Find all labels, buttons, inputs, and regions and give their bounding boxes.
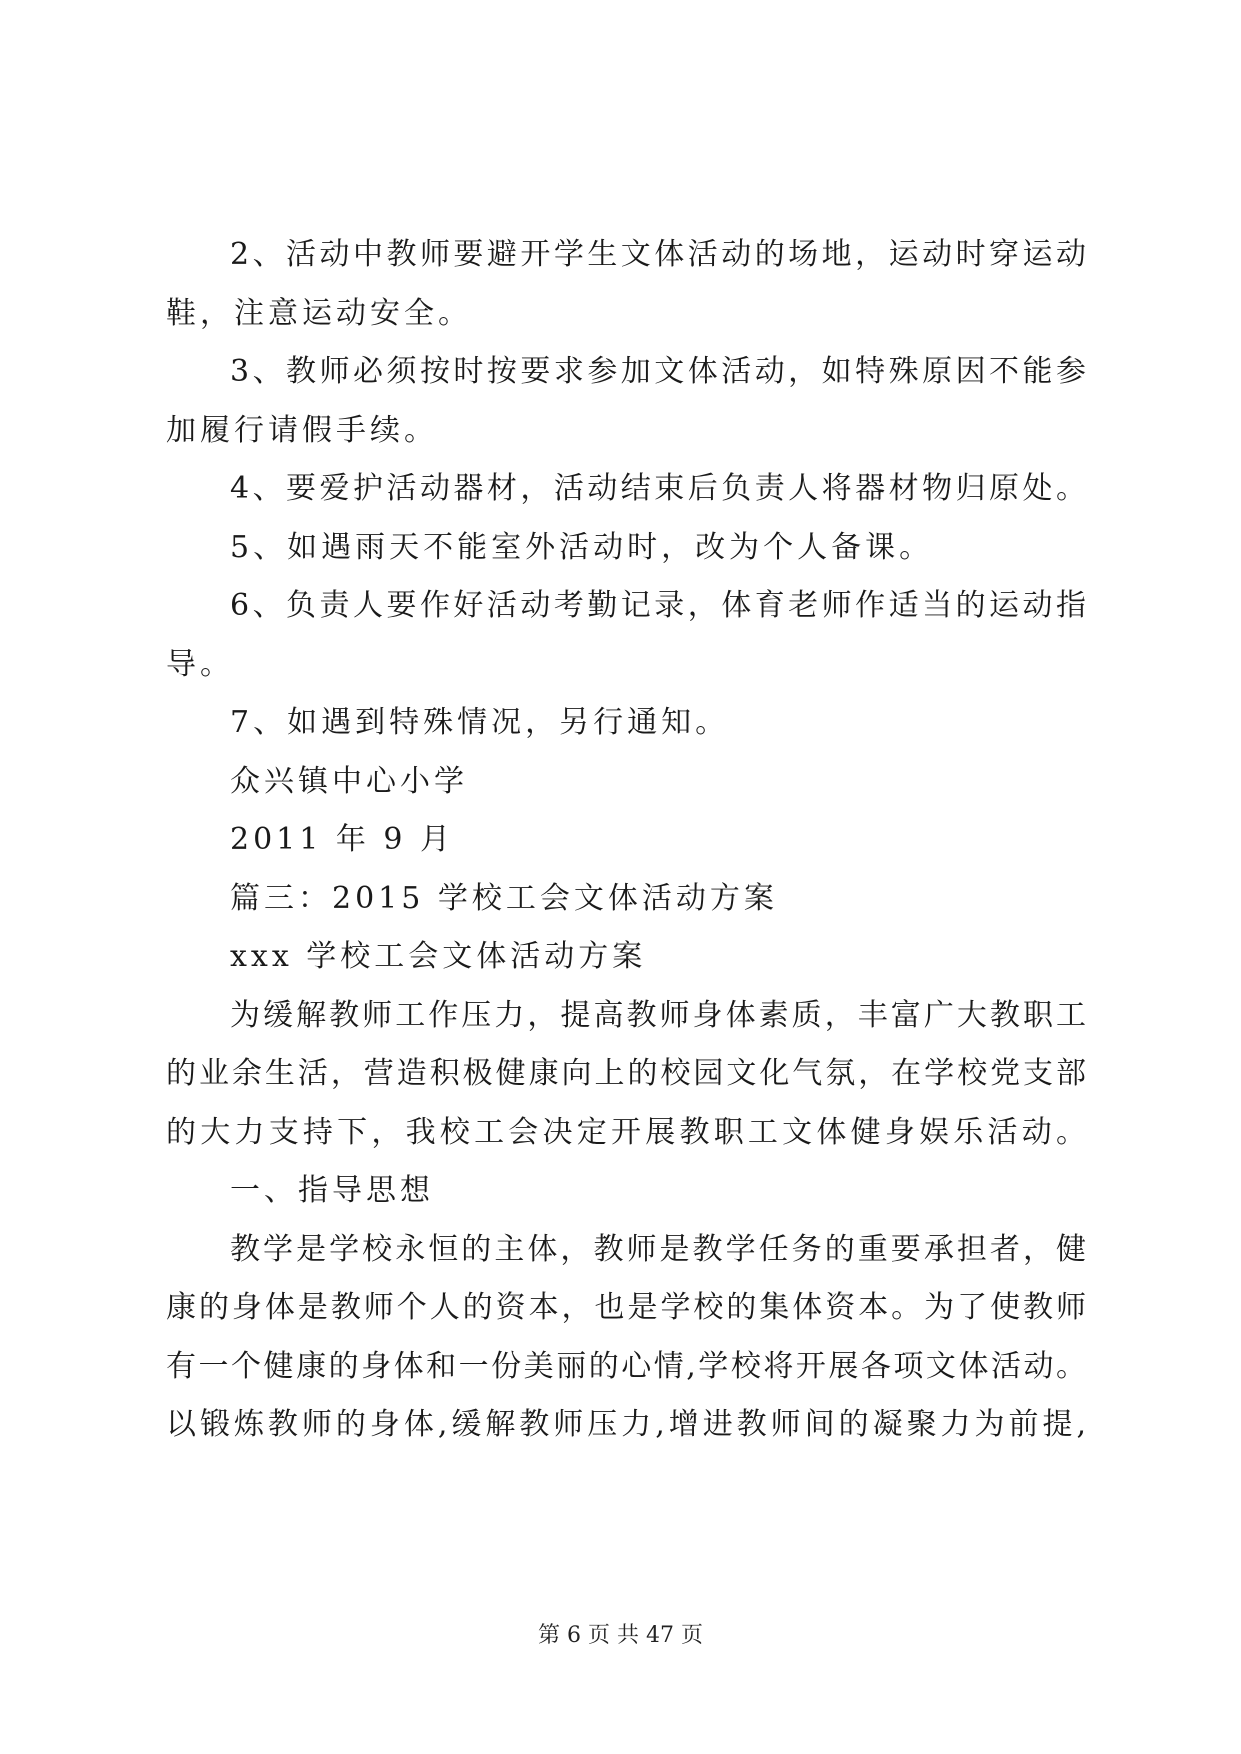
text-line: 康的身体是教师个人的资本，也是学校的集体资本。为了使教师 (166, 1290, 1086, 1325)
text-line: 以锻炼教师的身体,缓解教师压力,增进教师间的凝聚力为前提, (166, 1407, 1086, 1442)
text-line: 的大力支持下，我校工会决定开展教职工文体健身娱乐活动。 (166, 1114, 1086, 1150)
subsection-heading: 一、指导思想 (230, 1173, 434, 1208)
signature-school: 众兴镇中心小学 (230, 763, 468, 799)
text-line: 6、负责人要作好活动考勤记录，体育老师作适当的运动指 (230, 588, 1086, 623)
text-line: 7、如遇到特殊情况，另行通知。 (230, 705, 730, 740)
text-line: 教学是学校永恒的主体，教师是教学任务的重要承担者，健 (230, 1231, 1086, 1267)
text-line: 鞋，注意运动安全。 (166, 295, 472, 331)
text-line: 4、要爱护活动器材，活动结束后负责人将器材物归原处。 (230, 471, 1086, 506)
section-title: 篇三：2015 学校工会文体活动方案 (230, 880, 778, 916)
text-line: 加履行请假手续。 (166, 412, 438, 448)
text-line: 2、活动中教师要避开学生文体活动的场地，运动时穿运动 (230, 237, 1086, 272)
plan-title: xxx 学校工会文体活动方案 (230, 939, 647, 974)
text-line: 3、教师必须按时按要求参加文体活动，如特殊原因不能参 (230, 354, 1086, 389)
text-line: 为缓解教师工作压力，提高教师身体素质，丰富广大教职工 (230, 997, 1086, 1033)
text-line: 5、如遇雨天不能室外活动时，改为个人备课。 (230, 529, 934, 565)
signature-date: 2011 年 9 月 (230, 822, 455, 857)
text-line: 有一个健康的身体和一份美丽的心情,学校将开展各项文体活动。 (166, 1348, 1086, 1384)
text-line: 导。 (166, 646, 234, 682)
document-body (166, 226, 1086, 1455)
text-line: 的业余生活，营造积极健康向上的校园文化气氛，在学校党支部 (166, 1056, 1086, 1091)
page-number: 第 6 页 共 47 页 (538, 1623, 703, 1648)
